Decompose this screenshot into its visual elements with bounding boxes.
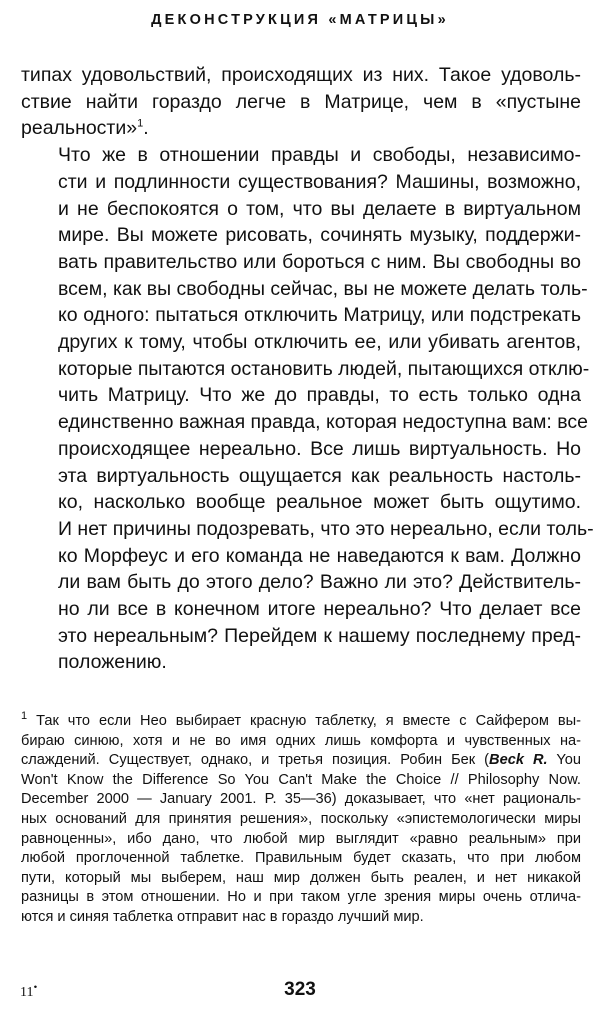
text-line: единственно важная правда, которая недоступна вам: все: [58, 411, 588, 434]
text-line: мире. Вы можете рисовать, сочинять музыку, поддержи-: [58, 224, 581, 247]
text-line: и не беспокоятся о том, что вы делаете в виртуальном: [58, 197, 581, 220]
signature-mark: •: [33, 981, 38, 994]
text-line: положению.: [58, 651, 167, 674]
footnote-line: ются и синяя таблетка отправит нас в гораздо лучший мир.: [21, 908, 424, 925]
text-line: других к тому, чтобы отключить ее, или убивать агентов,: [58, 331, 581, 354]
footnote-text: слаждений. Существует, однако, и третья позиция. Робин Бек (: [21, 752, 490, 769]
footnote-line: бираю синюю, хотя и не во имя одних лишь комфорта и чувственных на-: [21, 732, 581, 749]
signature-number: 11: [20, 985, 34, 1000]
text-line-with-footnote: [21, 115, 581, 142]
citation-author: Beck R.: [489, 752, 548, 769]
footnote-line: Won't Know the Difference So You Can't Make the Choice // Philosophy Now.: [21, 771, 581, 788]
footnote-text: Так что если Нео выбирает красную таблетку, я вместе с Сайфером вы-: [27, 713, 581, 729]
footnote: [21, 712, 581, 928]
footnote-line: любой проглоченной таблетке. Правильным будет сказать, что при любом: [21, 850, 581, 867]
paragraph-2: [21, 142, 594, 676]
text-line: это нереальным? Перейдем к нашему последнему пред-: [58, 624, 581, 647]
text-line: сти и подлинности существования? Машины, возможно,: [58, 170, 581, 193]
text-line: всем, как вы свободны сейчас, вы не можете делать толь-: [58, 277, 588, 300]
text-line: но ли все в конечном итоге нереально? Что делает все: [58, 598, 581, 621]
footnote-line: December 2000 — January 2001. P. 35—36) доказывает, что «нет рациональ-: [21, 791, 581, 808]
footnote-line: [21, 751, 581, 771]
text-line: вать правительство или бороться с ним. Вы свободны во: [58, 250, 581, 273]
text-line: Что же в отношении правды и свободы, независимо-: [58, 144, 581, 167]
text-line: И нет причины подозревать, что это нереально, если толь-: [58, 517, 594, 540]
text-line: ко одного: пытаться отключить Матрицу, или подстрекать: [58, 304, 581, 327]
footnote-line: [21, 712, 581, 732]
text-line: происходящее нереально. Все лишь виртуальность. Но: [58, 437, 581, 460]
text-line: ствие найти гораздо легче в Матрице, чем в «пустыне: [21, 90, 581, 113]
text-line: чить Матрицу. Что же до правды, то есть только одна: [58, 384, 581, 407]
footnote-line: разницы в этом отношении. Но и при таком угле зрения миры очень отлича-: [21, 889, 581, 906]
text-line: ко Морфеус и его команда не наведаются к вам. Должно: [58, 544, 581, 567]
page-number: 323: [284, 979, 316, 1000]
footnote-line: ных оснований для принятия решения», поскольку «эпистемологически миры: [21, 810, 581, 827]
main-text: [21, 62, 594, 676]
paragraph-1: [21, 62, 581, 142]
text-line: типах удовольствий, происходящих из них. Такое удоволь-: [21, 64, 581, 86]
text-line: которые пытаются остановить людей, пытающихся отклю-: [58, 357, 590, 380]
footnote-line: равноценны», ибо дано, что любой мир выглядит «равно реальным» при: [21, 830, 581, 847]
sentence-end: .: [143, 117, 149, 140]
running-header: ДЕКОНСТРУКЦИЯ «МАТРИЦЫ»: [151, 12, 449, 28]
footnote-reference[interactable]: 1: [137, 117, 144, 130]
footnote-marker: 1: [21, 710, 28, 723]
text-line: ли вам быть до этого дело? Важно ли это? Действитель-: [58, 571, 581, 594]
footnote-line: пути, который мы выберем, наш мир должен быть реален, и нет никакой: [21, 869, 581, 886]
footnote-text: You: [547, 752, 581, 769]
text-line: эта виртуальность ощущается как реальность настоль-: [58, 464, 581, 487]
text-line: реальности»: [21, 117, 138, 140]
text-line: ко, насколько вообще реальное может быть ощутимо.: [58, 491, 581, 514]
